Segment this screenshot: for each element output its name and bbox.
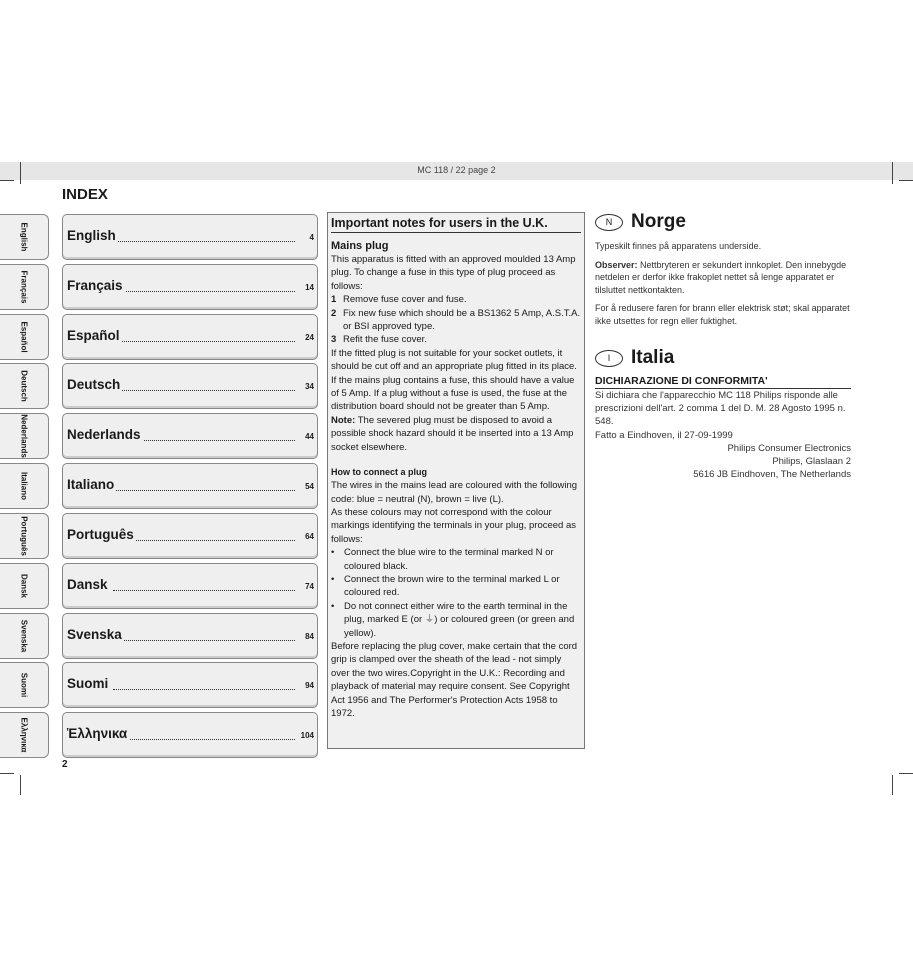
paragraph: As these colours may not correspond with the colour markings identifying the terminals in your plug, proceed as follows: bbox=[331, 506, 577, 545]
index-entry-italiano[interactable] bbox=[62, 463, 318, 509]
index-entry-page: 4 bbox=[309, 233, 314, 242]
step-item bbox=[331, 307, 581, 334]
bullet-item bbox=[331, 573, 581, 600]
tab-greek[interactable] bbox=[0, 712, 49, 758]
index-entry-suomi[interactable] bbox=[62, 662, 318, 708]
index-entry-page: 34 bbox=[305, 382, 314, 391]
bullet-item bbox=[331, 600, 581, 640]
note-label: Note: bbox=[331, 414, 356, 426]
tab-italiano[interactable] bbox=[0, 463, 49, 509]
observer-text: Nettbryteren er sekundert innkoplet. Den innebygde netdelen er derfor ikke frakoplet nettet så lenge apparatet er tilsluttet nettkontakten. bbox=[595, 259, 847, 295]
index-title: INDEX bbox=[62, 186, 108, 203]
paragraph: Before replacing the plug cover, make certain that the cord grip is clamped over the sheath of the lead - not simply over the two wires.Copyright in the U.K.: Recording and playback of material may require consent. See Copyright Act 1956 and The Performer's Protection Acts 1958 to 1972. bbox=[331, 640, 578, 719]
tab-deutsch[interactable] bbox=[0, 363, 49, 409]
note-paragraph bbox=[331, 414, 581, 454]
step-number: 1 bbox=[331, 294, 337, 306]
index-entry-label: Português bbox=[67, 527, 134, 542]
paragraph: Si dichiara che l'apparecchio MC 118 Philips risponde alle prescrizioni dell'art. 2 comma 1 del D. M. 28 Agosto 1995 n. 548. bbox=[595, 390, 846, 428]
tab-svenska[interactable] bbox=[0, 613, 49, 659]
index-entry-page: 94 bbox=[305, 681, 314, 690]
index-entry-page: 64 bbox=[305, 532, 314, 541]
tab-english[interactable] bbox=[0, 214, 49, 260]
paragraph: For å redusere faren for brann eller elektrisk støt; skal apparatet ikke utsettes for regn eller fuktighet. bbox=[595, 303, 850, 326]
tab-label: Dansk bbox=[19, 573, 29, 599]
conformity-title: DICHIARAZIONE DI CONFORMITA' bbox=[595, 375, 851, 389]
tab-espanol[interactable] bbox=[0, 314, 49, 360]
uk-notes-title: Important notes for users in the U.K. bbox=[331, 216, 581, 233]
step-number: 3 bbox=[331, 334, 337, 346]
crop-mark bbox=[20, 162, 21, 184]
bullet-icon: • bbox=[331, 600, 335, 612]
leader-dots bbox=[113, 341, 295, 342]
country-badge: N bbox=[595, 214, 623, 231]
bullet-text: Do not connect either wire to the earth terminal in the plug, marked E (or ⏚) or coloured green (or green and yellow). bbox=[344, 600, 575, 639]
mains-intro: This apparatus is fitted with an approved moulded 13 Amp plug. To change a fuse in this type of plug proceed as follows: bbox=[331, 254, 576, 292]
index-entry-label: Français bbox=[67, 278, 123, 293]
tab-label: Ελληνικα bbox=[19, 717, 29, 753]
crop-mark bbox=[20, 775, 21, 795]
observer-label: Observer: bbox=[595, 259, 638, 270]
tab-label: Svenska bbox=[19, 619, 29, 653]
bullet-text: Connect the blue wire to the terminal marked N or coloured black. bbox=[344, 547, 554, 572]
connect-plug-heading: How to connect a plug bbox=[331, 467, 427, 478]
tab-label: English bbox=[19, 222, 29, 252]
index-entry-label: Suomi bbox=[67, 676, 109, 691]
crop-mark bbox=[899, 180, 913, 181]
italia-heading bbox=[595, 347, 851, 369]
bullet-icon: • bbox=[331, 573, 335, 585]
index-entry-deutsch[interactable] bbox=[62, 363, 318, 409]
observer-paragraph bbox=[595, 259, 851, 297]
tab-label: Português bbox=[19, 516, 29, 556]
tab-label: Français bbox=[19, 270, 29, 304]
crop-mark bbox=[0, 773, 14, 774]
tab-label: Nederlands bbox=[19, 414, 29, 458]
norge-heading bbox=[595, 211, 851, 233]
index-entry-page: 44 bbox=[305, 432, 314, 441]
tab-nederlands[interactable] bbox=[0, 413, 49, 459]
crop-mark bbox=[892, 775, 893, 795]
leader-dots bbox=[113, 490, 295, 491]
index-entry-label: Español bbox=[67, 328, 120, 343]
page-number: 2 bbox=[62, 759, 68, 770]
leader-dots bbox=[113, 390, 295, 391]
paragraph: The wires in the mains lead are coloured with the following code: blue = neutral (N), brown = live (L). bbox=[331, 480, 578, 505]
index-entry-english[interactable] bbox=[62, 214, 318, 260]
index-entry-page: 24 bbox=[305, 333, 314, 342]
paragraph: If the mains plug contains a fuse, this should have a value of 5 Amp. If a plug without a fuse is used, the fuse at the distribution board should not be greater than 5 Amp. bbox=[331, 374, 575, 413]
place-date: Fatto a Eindhoven, il 27-09-1999 bbox=[595, 429, 733, 441]
index-entry-label: Deutsch bbox=[67, 377, 121, 392]
index-entry-dansk[interactable] bbox=[62, 563, 318, 609]
leader-dots bbox=[113, 241, 295, 242]
paragraph: Typeskilt finnes på apparatens underside. bbox=[595, 241, 762, 251]
note-text: The severed plug must be disposed to avoid a possible shock hazard should it be inserted into a 13 Amp socket elsewhere. bbox=[331, 414, 574, 453]
norge-body bbox=[595, 240, 851, 327]
step-item bbox=[331, 293, 581, 306]
leader-dots bbox=[113, 590, 295, 591]
index-entry-espanol[interactable] bbox=[62, 314, 318, 360]
norge-title: Norge bbox=[631, 211, 686, 232]
address-line: Philips Consumer Electronics bbox=[727, 442, 851, 454]
index-entry-label: Ἑλληνικα bbox=[67, 726, 128, 741]
step-text: Refit the fuse cover. bbox=[343, 334, 427, 346]
bullet-item bbox=[331, 546, 581, 573]
index-entry-page: 74 bbox=[305, 582, 314, 591]
tab-label: Italiano bbox=[19, 471, 29, 501]
crop-mark bbox=[899, 773, 913, 774]
leader-dots bbox=[113, 739, 295, 740]
index-entry-svenska[interactable] bbox=[62, 613, 318, 659]
leader-dots bbox=[113, 291, 295, 292]
mains-plug-heading: Mains plug bbox=[331, 240, 389, 252]
index-entry-nederlands[interactable] bbox=[62, 413, 318, 459]
tab-label: Español bbox=[19, 321, 29, 353]
uk-notes-box bbox=[327, 212, 585, 749]
leader-dots bbox=[113, 640, 295, 641]
leader-dots bbox=[113, 540, 295, 541]
step-number: 2 bbox=[331, 307, 337, 319]
country-badge: I bbox=[595, 350, 623, 367]
tab-portugues[interactable] bbox=[0, 513, 49, 559]
index-entry-label: Dansk bbox=[67, 577, 108, 592]
step-text: Fix new fuse which should be a BS1362 5 Amp, A.S.T.A. or BSI approved type. bbox=[343, 307, 581, 333]
bullet-icon: • bbox=[331, 547, 335, 559]
index-entry-page: 104 bbox=[300, 731, 314, 740]
index-entry-label: Italiano bbox=[67, 477, 115, 492]
tab-francais[interactable] bbox=[0, 264, 49, 310]
index-entry-greek[interactable] bbox=[62, 712, 318, 758]
index-entry-francais[interactable] bbox=[62, 264, 318, 310]
address-line: Philips, Glaslaan 2 bbox=[772, 456, 851, 468]
crop-mark bbox=[0, 180, 14, 181]
norge-section bbox=[595, 211, 851, 333]
index-entry-label: English bbox=[67, 228, 116, 243]
tab-dansk[interactable] bbox=[0, 563, 49, 609]
index-entry-page: 14 bbox=[305, 283, 314, 292]
leader-dots bbox=[113, 689, 295, 690]
index-entry-label: Svenska bbox=[67, 627, 122, 642]
step-text: Remove fuse cover and fuse. bbox=[343, 294, 467, 306]
bullet-text: Connect the brown wire to the terminal marked L or coloured red. bbox=[344, 573, 560, 599]
step-item bbox=[331, 333, 581, 346]
italia-section bbox=[595, 347, 851, 481]
tab-suomi[interactable] bbox=[0, 662, 49, 708]
crop-mark bbox=[892, 162, 893, 184]
conformity-body bbox=[595, 389, 851, 481]
index-entry-label: Nederlands bbox=[67, 427, 141, 442]
italia-title: Italia bbox=[631, 347, 675, 368]
address-line: 5616 JB Eindhoven, The Netherlands bbox=[693, 469, 851, 481]
tab-label: Deutsch bbox=[19, 370, 29, 402]
index-entry-portugues[interactable] bbox=[62, 513, 318, 559]
index-entry-page: 84 bbox=[305, 632, 314, 641]
tab-label: Suomi bbox=[19, 672, 29, 698]
index-entry-page: 54 bbox=[305, 482, 314, 491]
uk-notes-body bbox=[331, 239, 581, 720]
paragraph: If the fitted plug is not suitable for your socket outlets, it should be cut off and an appropriate plug fitted in its place. bbox=[331, 347, 577, 373]
header-text: MC 118 / 22 page 2 bbox=[417, 165, 496, 175]
